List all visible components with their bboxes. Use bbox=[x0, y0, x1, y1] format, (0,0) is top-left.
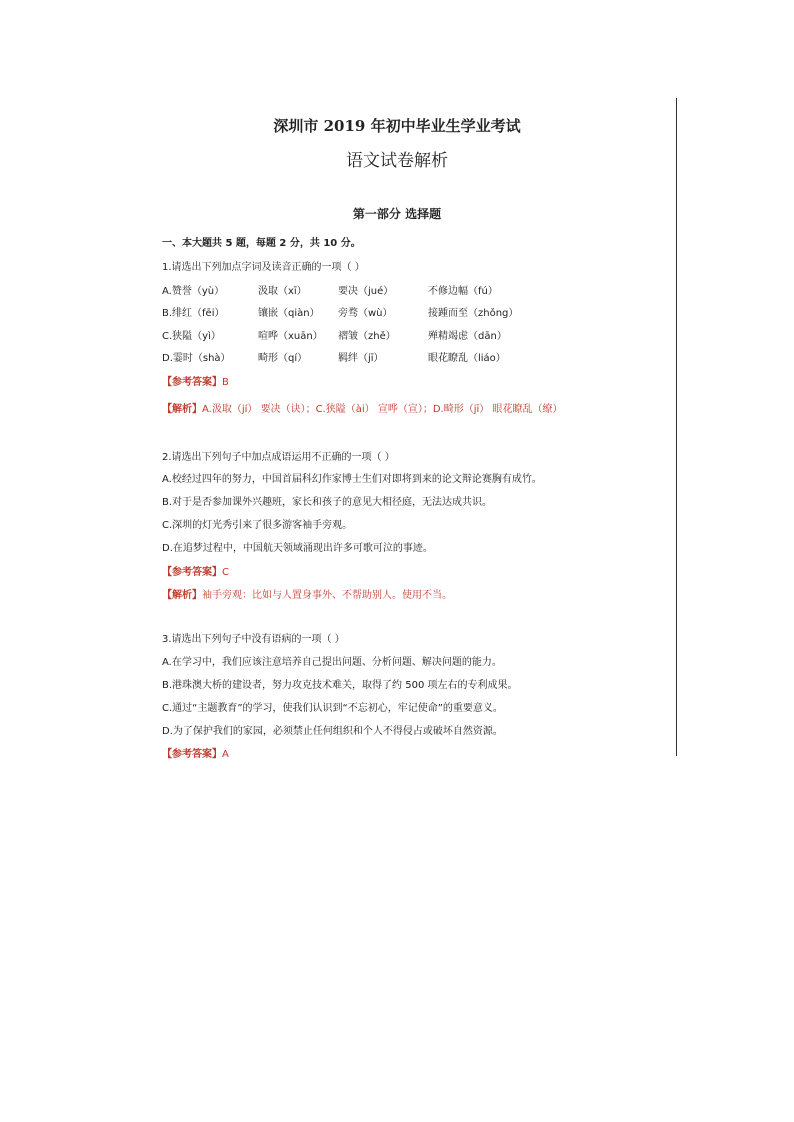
q2-stem: 2.请选出下列句子中加点成语运用不正确的一项（ ） bbox=[162, 452, 395, 463]
q2-analysis bbox=[162, 586, 452, 601]
analysis-label: 【解析】 bbox=[162, 404, 202, 415]
q3-option: B.港珠澳大桥的建设者，努力攻克技术难关，取得了约 500 项左右的专利成果。 bbox=[162, 680, 518, 691]
q1-option: A.赞誉（yù） bbox=[162, 286, 225, 297]
q1-option: 要决（jué） bbox=[338, 286, 394, 297]
q1-analysis bbox=[162, 400, 562, 415]
answer-value: A bbox=[222, 749, 229, 760]
q2-option: C.深圳的灯光秀引来了很多游客袖手旁观。 bbox=[162, 520, 353, 531]
q2-option: A.校经过四年的努力，中国首届科幻作家博士生们对即将到来的论文辩论赛胸有成竹。 bbox=[162, 474, 542, 485]
q2-option: D.在追梦过程中，中国航天领域涌现出许多可歌可泣的事迹。 bbox=[162, 543, 433, 554]
q2-answer bbox=[162, 563, 229, 578]
answer-label: 【参考答案】 bbox=[162, 567, 222, 578]
q3-option: D.为了保护我们的家园，必须禁止任何组织和个人不得侵占或破坏自然资源。 bbox=[162, 726, 503, 737]
q2-option: B.对于是否参加课外兴趣班，家长和孩子的意见大相径庭，无法达成共识。 bbox=[162, 497, 493, 508]
q1-option: 畸形（qí） bbox=[258, 353, 308, 364]
q3-answer bbox=[162, 745, 229, 760]
exam-subtitle: 语文试卷解析 bbox=[346, 151, 448, 171]
q1-option: D.霎时（shà） bbox=[162, 353, 231, 364]
exam-title: 深圳市 2019 年初中毕业生学业考试 bbox=[273, 117, 521, 135]
q1-option: C.狭隘（yì） bbox=[162, 331, 221, 342]
q3-option: C.通过“主题教育”的学习，使我们认识到“不忘初心，牢记使命”的重要意义。 bbox=[162, 703, 503, 714]
q1-option: 旁骛（wù） bbox=[338, 308, 393, 319]
analysis-text: 袖手旁观：比如与人置身事外、不帮助别人。使用不当。 bbox=[202, 590, 452, 601]
analysis-text: A.汲取（jí） 要决（诀）；C.狭隘（ài） 宣哗（宣）；D.畸形（jī） 眼花瞭乱（缭） bbox=[202, 404, 563, 415]
answer-label: 【参考答案】 bbox=[162, 749, 222, 760]
q1-option: 接踵而至（zhǒng） bbox=[428, 308, 519, 319]
analysis-label: 【解析】 bbox=[162, 590, 202, 601]
answer-value: B bbox=[222, 377, 229, 388]
answer-value: C bbox=[222, 567, 229, 578]
q1-option: 喧哗（xuān） bbox=[258, 331, 323, 342]
section-title: 第一部分 选择题 bbox=[352, 207, 442, 221]
answer-label: 【参考答案】 bbox=[162, 377, 222, 388]
q3-stem: 3.请选出下列句子中没有语病的一项（ ） bbox=[162, 634, 345, 645]
q1-option: B.绯红（fēi） bbox=[162, 308, 225, 319]
q1-option: 羁绊（jī） bbox=[338, 353, 384, 364]
q1-answer bbox=[162, 373, 229, 388]
q1-option: 殚精竭虑（dān） bbox=[428, 331, 507, 342]
q1-option: 眼花瞭乱（liáo） bbox=[428, 353, 506, 364]
q1-option: 镶嵌（qiàn） bbox=[258, 308, 320, 319]
q3-option: A.在学习中，我们应该注意培养自己提出问题、分析问题、解决问题的能力。 bbox=[162, 657, 502, 668]
q1-stem: 1.请选出下列加点字词及读音正确的一项（ ） bbox=[162, 262, 365, 273]
page-edge-line bbox=[676, 98, 677, 756]
q1-option: 褶皱（zhě） bbox=[338, 331, 396, 342]
q1-option: 汲取（xī） bbox=[258, 286, 307, 297]
section-instructions: 一、本大题共 5 题，每题 2 分，共 10 分。 bbox=[162, 238, 361, 249]
q1-option: 不修边幅（fú） bbox=[428, 286, 498, 297]
